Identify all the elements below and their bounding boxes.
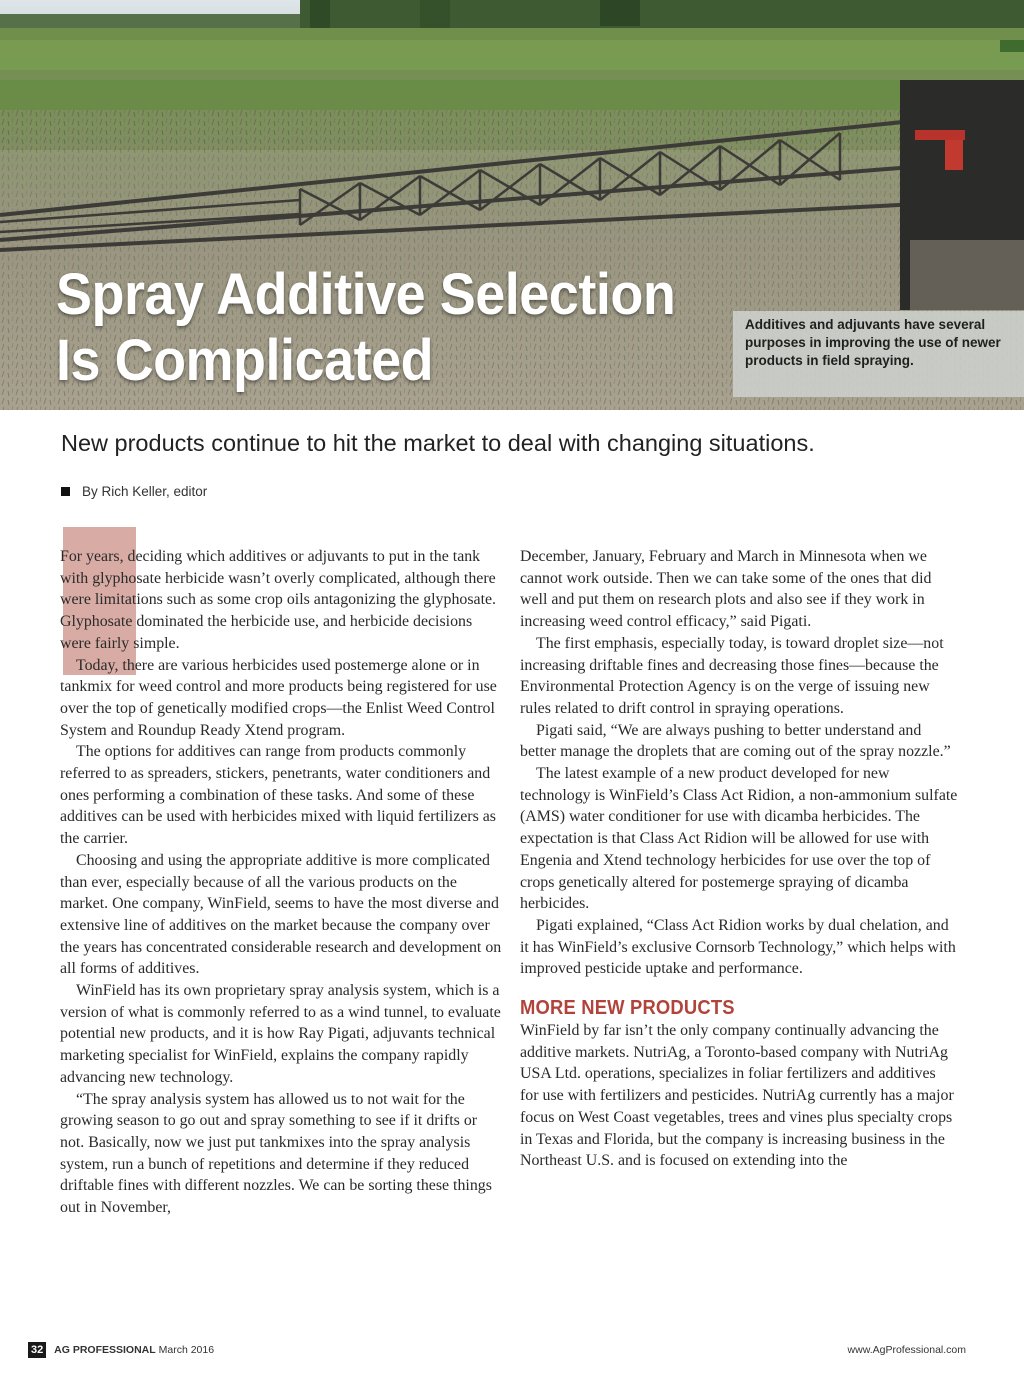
article-deck: New products continue to hit the market to deal with changing situations. <box>61 430 815 456</box>
section-subhead: MORE NEW PRODUCTS <box>520 997 735 1020</box>
paragraph: For years, deciding which additives or adjuvants to put in the tank with glyphosate herbicide wasn’t overly complicated, although there were limitations such as some crop oils antagonizing the glyphosate. Glyphosate dominated the herbicide use, and herbicide decisions were fairly simple. <box>60 548 497 652</box>
headline-line-1: Spray Additive Selection <box>56 262 676 327</box>
footer-folio <box>28 1342 214 1358</box>
paragraph: The latest example of a new product developed for new technology is WinField’s Class Act Ridion, a non-ammonium sulfate (AMS) water conditioner for use with dicamba herbicides. The expectation is that Class Act Ridion will be allowed for use with Engenia and Xtend technology herbicides for use over the top of crops genetically altered for postemerge spraying of dicamba herbicides. <box>520 765 958 913</box>
photo-caption-box <box>733 311 1024 397</box>
body-column-left <box>60 546 505 1219</box>
body-column-right <box>520 546 958 1172</box>
page-number: 32 <box>28 1342 46 1358</box>
byline-text: By Rich Keller, editor <box>82 484 208 499</box>
paragraph: Pigati said, “We are always pushing to better understand and better manage the droplets that are coming out of the spray nozzle.” <box>520 721 951 761</box>
headline-line-2: Is Complicated <box>56 328 434 393</box>
paragraph: The options for additives can range from products commonly referred to as spreaders, stickers, penetrants, water conditioners and ones performing a combination of these tasks. And some of these additives can be used with herbicides mixed with liquid fertilizers as the carrier. <box>60 743 496 848</box>
article-headline <box>56 262 688 394</box>
paragraph: “The spray analysis system has allowed us to not wait for the growing season to go out and spray something to see if it drifts or not. Basically, now we just put tankmixes into the spray analysis system, run a bunch of repetitions and determine if they reduced driftable fines with different nozzles. We can be sorting these things out in November, <box>60 1090 492 1217</box>
magazine-name: AG PROFESSIONAL <box>54 1344 156 1356</box>
issue-date: March 2016 <box>158 1344 215 1356</box>
paragraph: WinField has its own proprietary spray analysis system, which is a version of what is commonly referred to as a wind tunnel, to evaluate potential new products, and it is how Ray Pigati, adjuvants technical marketing specialist for WinField, explains the company rapidly advancing new technology. <box>60 982 501 1086</box>
paragraph: WinField by far isn’t the only company continually advancing the additive markets. NutriAg, a Toronto-based company with NutriAg USA Ltd. operations, specializes in foliar fertilizers and additives for use with fertilizers and pesticides. NutriAg currently has a major focus on West Coast vegetables, trees and vines plus specialty crops in Texas and Florida, but the company is increasing business in the Northeast U.S. and is focused on extending into the <box>520 1022 954 1170</box>
paragraph: The first emphasis, especially today, is toward droplet size—not increasing driftable fines and decreasing those fines—because the Environmental Protection Agency is on the verge of issuing new rules related to drift control in spraying operations. <box>520 634 944 717</box>
bullet-square-icon <box>61 487 70 496</box>
paragraph: Pigati explained, “Class Act Ridion works by dual chelation, and it has WinField’s exclusive Cornsorb Technology,” which helps with improved pesticide uptake and performance. <box>520 916 956 978</box>
paragraph: Today, there are various herbicides used postemerge alone or in tankmix for weed control and more products being registered for use over the top of genetically modified crops—the Enlist Weed Control System and Roundup Ready Xtend program. <box>60 656 497 739</box>
hero-photo <box>0 0 1024 410</box>
paragraph: Choosing and using the appropriate additive is more complicated than ever, especially because of all the various products on the market. One company, WinField, seems to have the most diverse and extensive line of additives on the market because the company over the years has concentrated considerable research and development on all forms of additives. <box>60 851 502 978</box>
footer-url: www.AgProfessional.com <box>847 1344 966 1356</box>
byline <box>61 484 207 499</box>
photo-caption: Additives and adjuvants have several purposes in improving the use of newer products in field spraying. <box>745 317 1001 368</box>
paragraph: December, January, February and March in Minnesota when we cannot work outside. Then we can take some of the ones that did well and put them on research plots and also see if they work in increasing weed control efficacy,” said Pigati. <box>520 548 932 631</box>
